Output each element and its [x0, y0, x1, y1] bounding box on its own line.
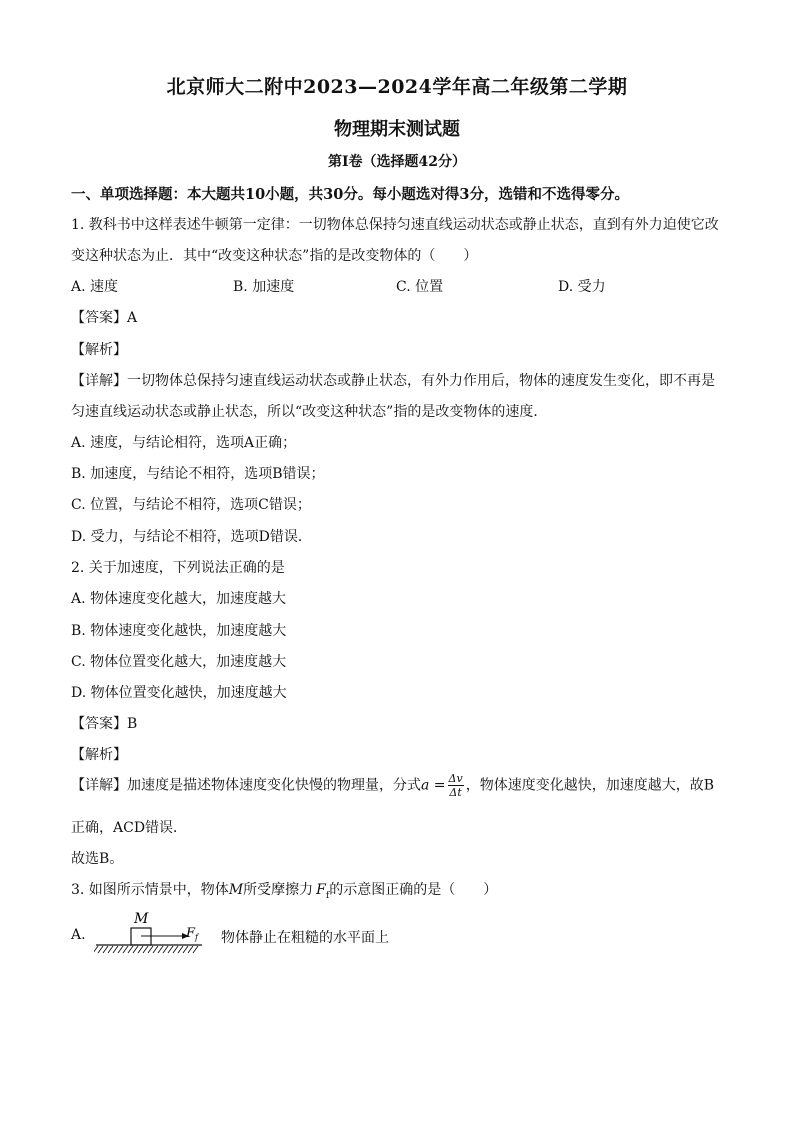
q1-reason-d: D. 受力，与结论不相符，选项D错误．: [71, 529, 312, 545]
hatch-stroke: [153, 946, 158, 953]
hatch-stroke: [163, 946, 168, 953]
section-heading: 一、单项选择题：本大题共10小题，共30分。每小题选对得3分，选错和不选得零分。: [71, 186, 629, 203]
q3-option-a-diagram: [94, 908, 210, 958]
diagram-force-label: F: [186, 926, 196, 941]
hatch-stroke: [108, 946, 113, 953]
diagram-force-sub: f: [195, 933, 198, 942]
hatch-stroke: [138, 946, 143, 953]
hatch-stroke: [118, 946, 123, 953]
diagram-mass-label: M: [134, 911, 149, 927]
formula-numerator: Δv: [448, 772, 463, 785]
q3-stem: [71, 879, 497, 901]
force-subscript: f: [325, 890, 330, 901]
q2-option-d: D. 物体位置变化越快，加速度越大: [71, 685, 287, 701]
q1-answer: 【答案】A: [71, 310, 138, 326]
formula-denominator: Δt: [449, 786, 462, 799]
hatch-stroke: [113, 946, 118, 953]
hatch-stroke: [128, 946, 133, 953]
q1-detail-line1: 【详解】一切物体总保持匀速直线运动状态或静止状态，有外力作用后，物体的速度发生变化，即不再是: [71, 373, 715, 389]
force-symbol: F: [316, 882, 326, 898]
q1-option-d: D. 受力: [558, 279, 606, 295]
q3-option-a-label: A.: [71, 927, 86, 943]
hatch-stroke: [183, 946, 188, 953]
mass-symbol: M: [228, 882, 244, 898]
q2-detail-line2: 正确，ACD错误．: [71, 820, 188, 836]
q3-stem-mid: 所受摩擦力: [243, 882, 314, 898]
hatch-stroke: [178, 946, 183, 953]
q2-detail-pre: 【详解】加速度是描述物体速度变化快慢的物理量，分式: [71, 777, 421, 794]
q2-conclusion: 故选B。: [71, 851, 124, 867]
q2-detail-line1: [71, 772, 714, 799]
formula-fraction: [448, 772, 464, 799]
q1-analysis-label: 【解析】: [71, 342, 127, 358]
q2-analysis-label: 【解析】: [71, 747, 127, 763]
exam-title: 北京师大二附中2023—2024学年高二年级第二学期: [166, 76, 628, 98]
diagram-ground-hatching: [94, 946, 198, 953]
q2-stem: 2. 关于加速度，下列说法正确的是: [71, 560, 285, 576]
q2-option-c: C. 物体位置变化越大，加速度越大: [71, 654, 287, 670]
q2-answer: 【答案】B: [71, 716, 138, 732]
hatch-stroke: [193, 946, 198, 953]
q1-stem-line1: 1. 教科书中这样表述牛顿第一定律：一切物体总保持匀速直线运动状态或静止状态，直到有外力迫使它改: [71, 217, 719, 233]
hatch-stroke: [123, 946, 128, 953]
q3-option-a-description: 物体静止在粗糙的水平面上: [221, 930, 389, 946]
q2-option-a: A. 物体速度变化越大，加速度越大: [71, 591, 287, 607]
q2-option-b: B. 物体速度变化越快，加速度越大: [71, 623, 287, 639]
volume-heading: 第I卷（选择题42分）: [327, 154, 467, 170]
hatch-stroke: [188, 946, 193, 953]
hatch-stroke: [143, 946, 148, 953]
q2-detail-post: ，物体速度变化越快，加速度越大，故B: [465, 777, 714, 794]
q1-stem-line2: 变这种状态为止．其中“改变这种状态”指的是改变物体的（ ）: [71, 248, 478, 264]
q1-reason-b: B. 加速度，与结论不相符，选项B错误；: [71, 466, 325, 482]
hatch-stroke: [168, 946, 173, 953]
q1-option-b: B. 加速度: [233, 279, 295, 295]
hatch-stroke: [173, 946, 178, 953]
q3-stem-pre: 3. 如图所示情景中，物体: [71, 882, 229, 898]
q1-reason-c: C. 位置，与结论不相符，选项C错误；: [71, 497, 311, 513]
q1-option-a: A. 速度: [71, 279, 119, 295]
exam-subtitle: 物理期末测试题: [334, 119, 460, 140]
q1-detail-line2: 匀速直线运动状态或静止状态，所以“改变这种状态”指的是改变物体的速度．: [71, 404, 548, 420]
hatch-stroke: [148, 946, 153, 953]
formula-lhs: a =: [421, 777, 446, 794]
q1-reason-a: A. 速度，与结论相符，选项A正确；: [71, 435, 297, 451]
hatch-stroke: [133, 946, 138, 953]
hatch-stroke: [94, 946, 98, 953]
hatch-stroke: [158, 946, 163, 953]
q1-option-c: C. 位置: [396, 279, 444, 295]
hatch-stroke: [103, 946, 108, 953]
q3-stem-post: 的示意图正确的是（ ）: [329, 882, 498, 898]
hatch-stroke: [98, 946, 103, 953]
